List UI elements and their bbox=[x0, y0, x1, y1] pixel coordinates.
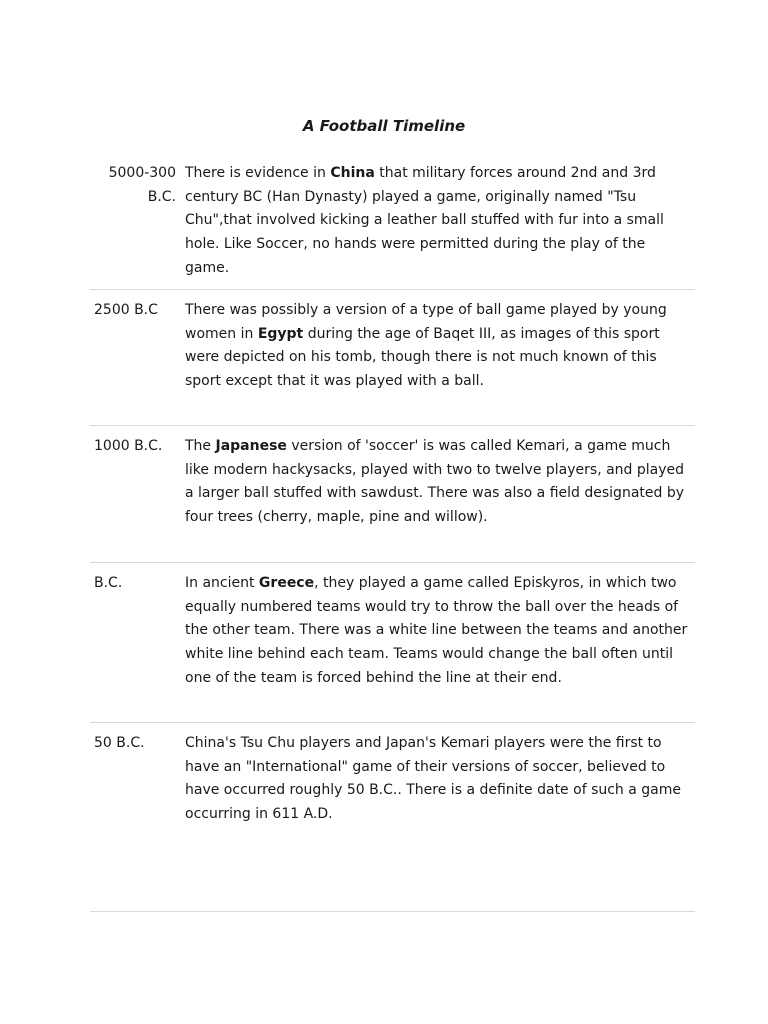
entry-highlight: China bbox=[330, 165, 375, 181]
divider bbox=[90, 425, 695, 426]
timeline-entry-2 bbox=[90, 299, 695, 399]
timeline-entry-5 bbox=[90, 732, 695, 832]
entry-highlight: Japanese bbox=[215, 438, 287, 454]
entry-highlight: Egypt bbox=[257, 325, 304, 342]
timeline-entry-4 bbox=[90, 572, 695, 696]
entry-text: There is evidence in China that military forces around 2nd and 3rd century BC (Han Dynasty) played a game, originally named "Tsu Chu",that involved kicking a leather ball stuffed with fur into a small hole. Like Soccer, no hands were permitted during the play of the game. bbox=[185, 165, 664, 276]
timeline-entry-3 bbox=[90, 435, 695, 535]
divider bbox=[90, 911, 695, 912]
entry-date: B.C. bbox=[94, 575, 123, 591]
timeline-entry-1 bbox=[90, 162, 695, 276]
entry-date: 50 B.C. bbox=[94, 735, 145, 751]
entry-text: China's Tsu Chu players and Japan's Kemari players were the first to have an "International" game of their versions of soccer, believed to have occurred roughly 50 B.C.. There is a definite date of such a game occurring in 611 A.D. bbox=[185, 735, 682, 823]
entry-highlight: Greece bbox=[258, 575, 315, 591]
divider bbox=[90, 722, 695, 723]
entry-text: In ancient Greece, they played a game called Episkyros, in which two equally numbered teams would try to throw the ball over the heads of the other team. There was a white line between the teams and another white line behind each team. Teams would change the ball often until one of the team is forced behind the line at their end. bbox=[185, 575, 688, 686]
entry-date: 1000 B.C. bbox=[94, 438, 163, 454]
page-title: A Football Timeline bbox=[302, 117, 466, 135]
entry-text: There was possibly a version of a type of ball game played by young women in Egypt during the age of Baqet III, as images of this sport were depicted on his tomb, though there is not much known of this sport except that it was played with a ball. bbox=[185, 302, 667, 390]
entry-date: 2500 B.C bbox=[94, 302, 158, 318]
entry-text: The Japanese version of 'soccer' is was called Kemari, a game much like modern hackysacks, played with two to twelve players, and played a larger ball stuffed with sawdust. There was also a field designated by four trees (cherry, maple, pine and willow). bbox=[185, 438, 685, 526]
divider bbox=[90, 289, 695, 290]
divider bbox=[90, 562, 695, 563]
entry-date: 5000-300 B.C. bbox=[108, 165, 176, 205]
